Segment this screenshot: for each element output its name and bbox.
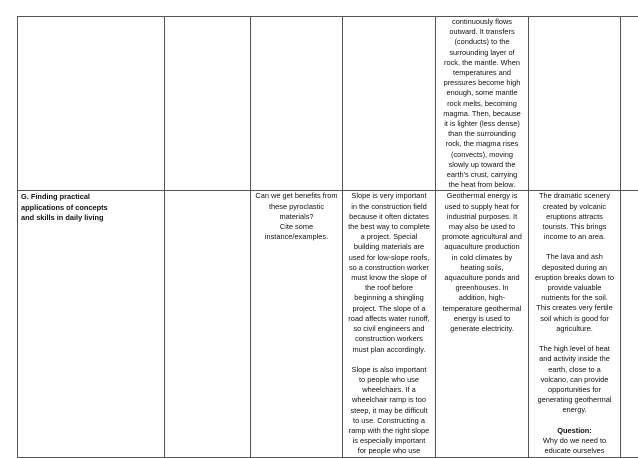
text-line: Slope is very important [344,191,434,201]
text-line: ramp with the right slope [344,426,434,436]
text-line: road affects water runoff, [344,314,434,324]
text-line: greenhouses. In [437,283,527,293]
text-line: wheelchair ramp is too [344,395,434,405]
text-line: provide valuable [530,283,619,293]
table-cell [436,191,529,457]
text-line: surrounding layer of [437,48,527,58]
text-line: to use. Constructing a [344,416,434,426]
text-line: industrial purposes. It [437,212,527,222]
guiding-question [252,191,341,242]
text-line: the best way to complete [344,222,434,232]
text-line: rock, the magma rises [437,139,527,149]
text-line: materials? [252,212,341,222]
text-line: instance/examples. [252,232,341,242]
text-line: energy. [530,405,619,415]
text-line: rock, the mantle. When [437,58,527,68]
text-line: used for low-slope roofs, [344,253,434,263]
text-line: and skills in daily living [21,213,163,223]
question-text [530,436,619,456]
text-line: construction workers [344,334,434,344]
text-line: and activity inside the [530,354,619,364]
text-line: earth, close to a [530,365,619,375]
table-cell [251,191,343,457]
text-line: it is lighter (less dense) [437,119,527,129]
text-line: project. The slope of a [344,304,434,314]
text-line: This creates very fertile [530,303,619,313]
text-line: The lava and ash [530,252,619,262]
text-line: (convects), moving [437,150,527,160]
table-cell [621,191,638,457]
geothermal-uses-text [437,191,527,334]
text-line: eruption breaks down to [530,273,619,283]
text-line: Can we get benefits from [252,191,341,201]
text-line: temperature geothermal [437,304,527,314]
text-line: a project. Special [344,232,434,242]
geothermal-intro-text [437,17,527,190]
volcano-benefit-3 [530,344,619,415]
text-line: promote agricultural and [437,232,527,242]
text-line: earth's crust, carrying [437,170,527,180]
text-line: pressures become high [437,78,527,88]
text-line: used to supply heat for [437,202,527,212]
slope-paragraph-1 [344,191,434,354]
lesson-plan-table [17,16,638,458]
text-line: income to an area. [530,232,619,242]
text-line: beginning a shingling [344,293,434,303]
text-line: wheelchairs. If a [344,385,434,395]
text-line: The high level of heat [530,344,619,354]
text-line: rock melts, becoming [437,99,527,109]
text-line: The dramatic scenery [530,191,619,201]
text-line: must know the slope of [344,273,434,283]
table-cell [165,17,251,191]
text-line: eruptions attracts [530,212,619,222]
text-line: Slope is also important [344,365,434,375]
text-line: Why do we need to [530,436,619,446]
table-row [18,191,638,457]
text-line: these pyroclastic [252,202,341,212]
text-line: must plan accordingly. [344,345,434,355]
text-line: enough, some mantle [437,88,527,98]
text-line: in cold climates by [437,253,527,263]
text-line: continuously flows [437,17,527,27]
text-line: energy is used to [437,314,527,324]
text-line: tourists. This brings [530,222,619,232]
text-line: nutrients for the soil. [530,293,619,303]
table-cell [18,191,165,457]
text-line: so civil engineers and [344,324,434,334]
table-cell [529,191,621,457]
table-row [18,17,638,191]
table-cell [343,17,436,191]
table-cell [18,17,165,191]
text-line: agriculture. [530,324,619,334]
text-line: heating soils, [437,263,527,273]
text-line: aquaculture production [437,242,527,252]
text-line: created by volcanic [530,202,619,212]
table-cell [436,17,529,191]
question-label: Question: [530,426,619,436]
text-line: the roof before [344,283,434,293]
text-line: to people who use [344,375,434,385]
text-line: volcano, can provide [530,375,619,385]
text-line: may also be used to [437,222,527,232]
text-line: aquaculture ponds and [437,273,527,283]
text-line: (conducts) to the [437,37,527,47]
text-line: magma. Then, because [437,109,527,119]
text-line: educate ourselves [530,446,619,456]
text-line: is especially important [344,436,434,446]
text-line: G. Finding practical [21,192,163,202]
table-cell [251,17,343,191]
table-cell [529,17,621,191]
text-line: building materials are [344,242,434,252]
text-line: Geothermal energy is [437,191,527,201]
text-line: temperatures and [437,68,527,78]
text-line: applications of concepts [21,203,163,213]
text-line: slowly up toward the [437,160,527,170]
section-heading [21,192,163,223]
text-line: for people who use [344,446,434,456]
table-cell [165,191,251,457]
text-line: the heat from below. [437,180,527,190]
text-line: so a construction worker [344,263,434,273]
text-line: Cite some [252,222,341,232]
text-line: steep, it may be difficult [344,406,434,416]
text-line: than the surrounding [437,129,527,139]
volcano-benefit-1 [530,191,619,242]
text-line: generate electricity. [437,324,527,334]
table-cell [343,191,436,457]
text-line: generating geothermal [530,395,619,405]
text-line: addition, high- [437,293,527,303]
text-line: outward. It transfers [437,27,527,37]
text-line: opportunities for [530,385,619,395]
text-line: because it often dictates [344,212,434,222]
text-line: soil which is good for [530,314,619,324]
slope-paragraph-2 [344,365,434,457]
text-line: in the construction field [344,202,434,212]
volcano-benefit-2 [530,252,619,334]
text-line: deposited during an [530,263,619,273]
table-cell [621,17,638,191]
